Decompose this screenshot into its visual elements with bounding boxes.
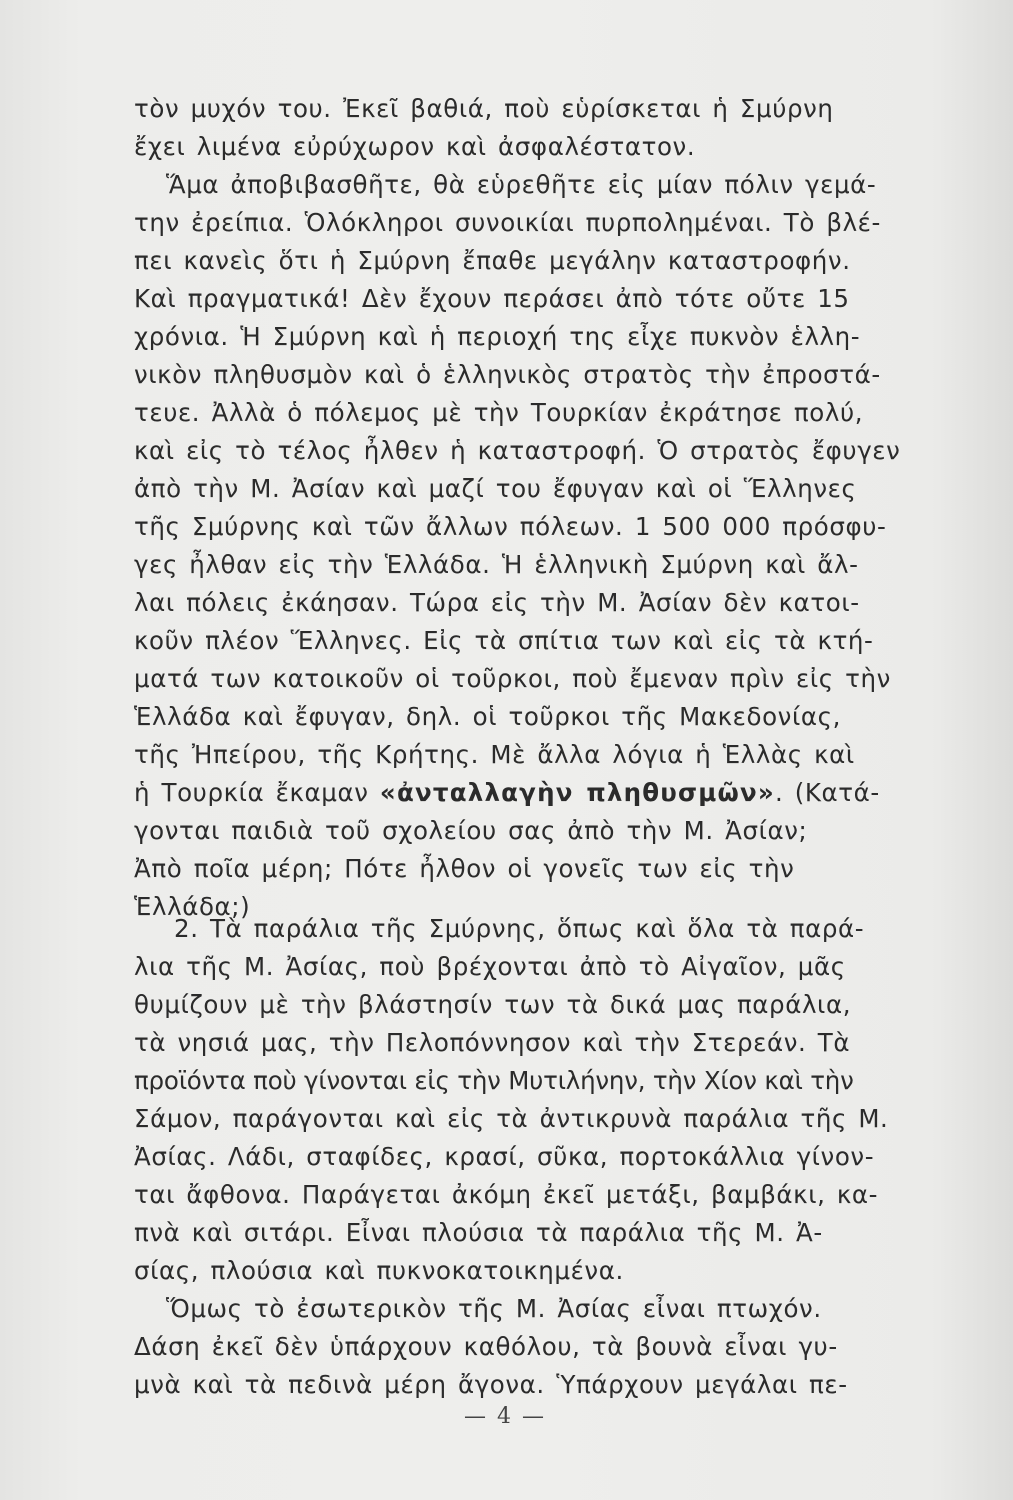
text-line: ἀπὸ τὴν Μ. Ἀσίαν καὶ μαζί του ἔφυγαν καὶ οἱ Ἕλληνες [134, 474, 857, 503]
text-line: καὶ εἰς τὸ τέλος ἦλθεν ἡ καταστροφή. Ὁ στρατὸς ἔφυγεν [134, 436, 901, 465]
text-line: 2. Τὰ παράλια τῆς Σμύρνης, ὅπως καὶ ὅλα τὰ παρά- [174, 914, 865, 943]
text-line: Σάμον, παράγονται καὶ εἰς τὰ ἀντικρυνὰ παράλια τῆς Μ. [134, 1104, 889, 1133]
page-number: — 4 — [464, 1404, 546, 1429]
text-line: ται ἄφθονα. Παράγεται ἀκόμη ἐκεῖ μετάξι, βαμβάκι, κα- [134, 1180, 879, 1209]
text-line: θυμίζουν μὲ τὴν βλάστησίν των τὰ δικά μας παράλια, [134, 990, 852, 1019]
text-line: πνὰ καὶ σιτάρι. Εἶναι πλούσια τὰ παράλια τῆς Μ. Ἀ- [134, 1218, 823, 1247]
text-line: γονται παιδιὰ τοῦ σχολείου σας ἀπὸ τὴν Μ. Ἀσίαν; [134, 816, 808, 845]
text-line: τὰ νησιά μας, τὴν Πελοπόννησον καὶ τὴν Στερεάν. Τὰ [134, 1028, 851, 1057]
text-line: Ἅμα ἀποβιβασθῆτε, θὰ εὑρεθῆτε εἰς μίαν πόλιν γεμά- [166, 170, 877, 199]
text-line: τὸν μυχόν του. Ἐκεῖ βαθιά, ποὺ εὑρίσκεται ἡ Σμύρνη [134, 94, 834, 123]
text-line: τευε. Ἀλλὰ ὁ πόλεμος μὲ τὴν Τουρκίαν ἐκράτησε πολύ, [134, 398, 864, 427]
text-line-exchange [134, 776, 880, 810]
text-line: Καὶ πραγματικά! Δὲν ἔχουν περάσει ἀπὸ τότε οὔτε 15 [134, 284, 850, 313]
text-line: Ἀσίας. Λάδι, σταφίδες, κρασί, σῦκα, πορτοκάλλια γίνον- [134, 1142, 875, 1171]
text-line: Δάση ἐκεῖ δὲν ὑπάρχουν καθόλου, τὰ βουνὰ εἶναι γυ- [134, 1332, 838, 1361]
exchange-line-after: . (Κατά- [774, 778, 880, 807]
text-line: τῆς Ἠπείρου, τῆς Κρήτης. Μὲ ἄλλα λόγια ἡ Ἑλλὰς καὶ [134, 740, 855, 769]
text-line: γες ἦλθαν εἰς τὴν Ἑλλάδα. Ἡ ἑλληνικὴ Σμύρνη καὶ ἄλ- [134, 550, 859, 579]
text-line: ἔχει λιμένα εὐρύχωρον καὶ ἀσφαλέστατον. [134, 132, 696, 161]
text-line: προϊόντα ποὺ γίνονται εἰς τὴν Μυτιλήνην, τὴν Χίον καὶ τὴν [134, 1066, 854, 1095]
text-line: κοῦν πλέον Ἕλληνες. Εἰς τὰ σπίτια των καὶ εἰς τὰ κτή- [134, 626, 874, 655]
text-line: λια τῆς Μ. Ἀσίας, ποὺ βρέχονται ἀπὸ τὸ Αἰγαῖον, μᾶς [134, 952, 846, 981]
text-line: ματά των κατοικοῦν οἱ τοῦρκοι, ποὺ ἔμεναν πρὶν εἰς τὴν [134, 664, 891, 693]
text-line: λαι πόλεις ἐκάησαν. Τώρα εἰς τὴν Μ. Ἀσίαν δὲν κατοι- [134, 588, 860, 617]
text-line: τῆς Σμύρνης καὶ τῶν ἄλλων πόλεων. 1 500 000 πρόσφυ- [134, 512, 887, 541]
population-exchange-emphasis: «ἀνταλλαγὴν πληθυσμῶν» [379, 778, 775, 807]
text-line: χρόνια. Ἡ Σμύρνη καὶ ἡ περιοχή της εἶχε πυκνὸν ἑλλη- [134, 322, 861, 351]
text-line: πει κανεὶς ὅτι ἡ Σμύρνη ἔπαθε μεγάλην καταστροφήν. [134, 246, 851, 275]
text-line: Ἑλλάδα καὶ ἔφυγαν, δηλ. οἱ τοῦρκοι τῆς Μακεδονίας, [134, 702, 841, 731]
text-line: νικὸν πληθυσμὸν καὶ ὁ ἑλληνικὸς στρατὸς τὴν ἐπροστά- [134, 360, 881, 389]
text-line: σίας, πλούσια καὶ πυκνοκατοικημένα. [134, 1256, 624, 1285]
text-line: Ἀπὸ ποῖα μέρη; Πότε ἦλθον οἱ γονεῖς των εἰς τὴν [134, 854, 795, 883]
exchange-line-before: ἡ Τουρκία ἔκαμαν [134, 778, 380, 807]
text-line: Ἑλλάδα;) [134, 892, 251, 921]
text-line: Ὅμως τὸ ἐσωτερικὸν τῆς Μ. Ἀσίας εἶναι πτωχόν. [166, 1294, 822, 1323]
text-line: μνὰ καὶ τὰ πεδινὰ μέρη ἄγονα. Ὑπάρχουν μεγάλαι πε- [134, 1370, 848, 1399]
text-line: την ἐρείπια. Ὁλόκληροι συνοικίαι πυρπολημέναι. Τὸ βλέ- [134, 208, 881, 237]
